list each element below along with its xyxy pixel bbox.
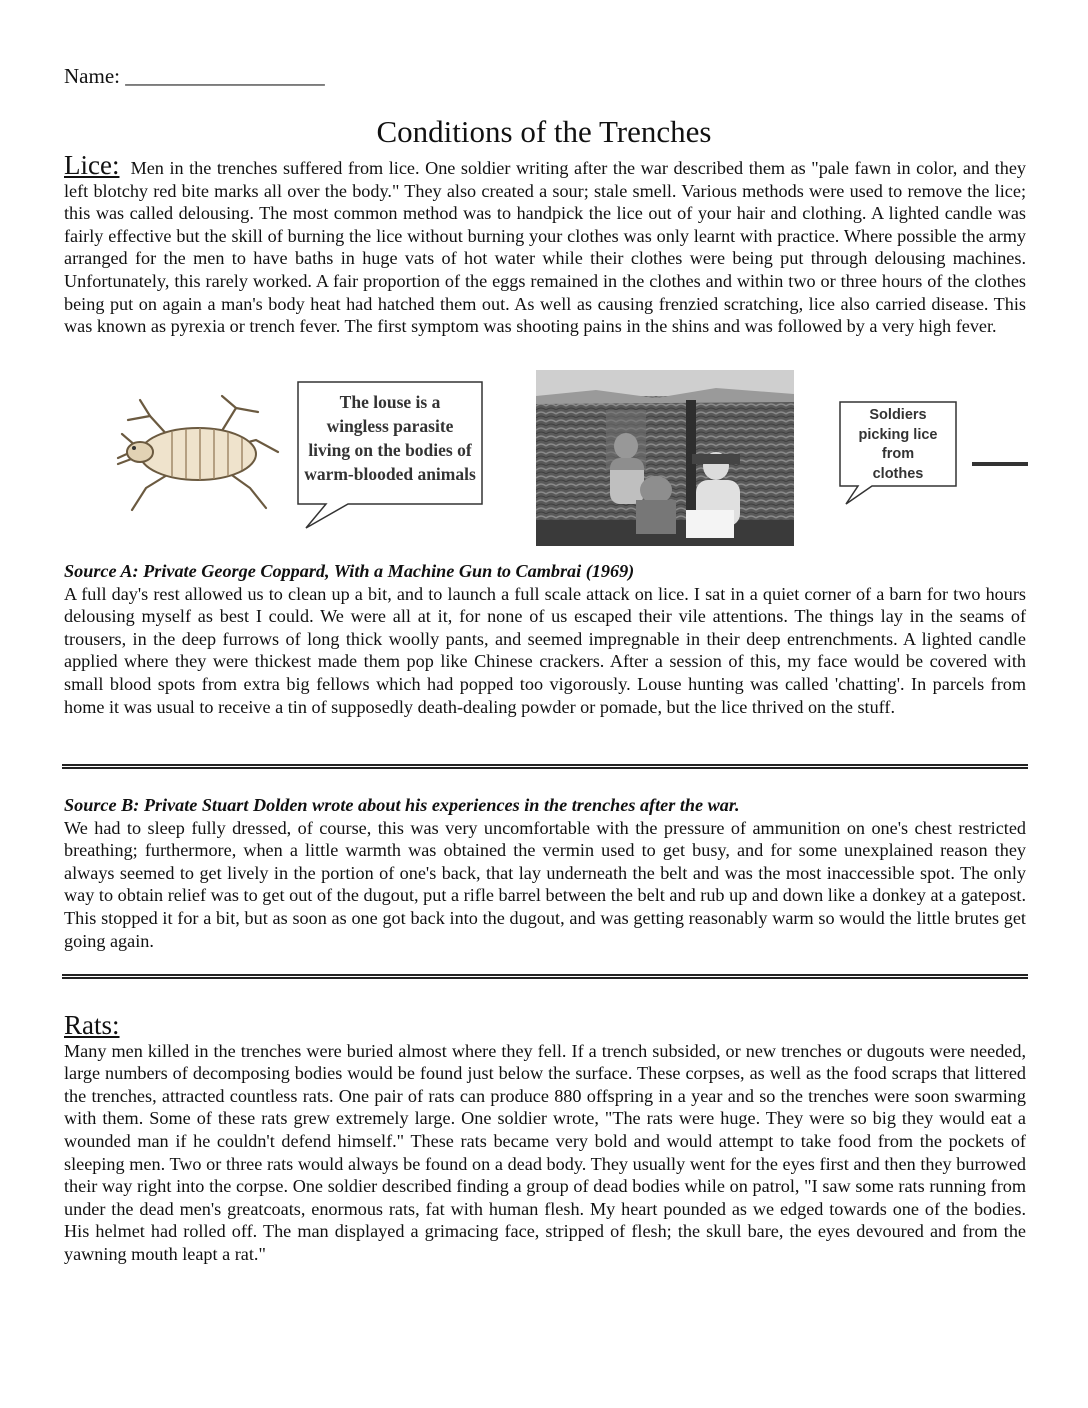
source-b-section [64, 794, 1026, 952]
louse-illustration-icon [110, 386, 288, 522]
lice-paragraph: Men in the trenches suffered from lice. One soldier writing after the war described them as "pale fawn in color, and they left blotchy red bite marks all over the body." They also created a sour; stale smell. Various methods were used to remove the lice; this was called delousing. The most common method was to handpick the lice out of your hair and clothing. A lighted candle was fairly effective but the skill of burning the lice without burning your clothes was only learnt with practice. Where possible the army arranged for the men to have baths in huge vats of hot water while their clothes were being put through delousing machines. Unfortunately, this rarely worked. A fair proportion of the eggs remained in the clothes and within two or three hours of the clothes being put on again a man's body heat had hatched them out. As well as causing frenzied scratching, lice also carried disease. This was known as pyrexia or trench fever. The first symptom was shooting pains in the shins and was followed by a very high fever. [64, 158, 1026, 337]
source-a-text: A full day's rest allowed us to clean up a bit, and to launch a full scale attack on lice. I sat in a quiet corner of a barn for two hours delousing myself as best I could. We were all at it, for none of us escaped their vile attentions. The things lay in the seams of trousers, in the deep furrows of long thick woolly pants, and seemed impregnable in their deep entrenchments. A lighted candle applied where they were thickest made them pop like Chinese crackers. After a session of this, my face would be covered with small blood spots from extra big fellows which had popped too vigorously. Louse hunting was called 'chatting'. In parcels from home it was usual to receive a tin of supposedly death-dealing powder or pomade, but the lice thrived on the stuff. [64, 583, 1026, 717]
section-divider [62, 764, 1028, 769]
bubble2-line: picking lice [858, 426, 938, 443]
name-field-label: Name: ___________________ [64, 64, 325, 88]
louse-definition-bubble [296, 380, 486, 532]
lice-section [64, 152, 1026, 338]
source-b-label: Source B: Private Stuart Dolden wrote about his experiences in the trenches after the war. [64, 795, 740, 815]
lice-heading: Lice: [64, 150, 120, 180]
double-dash [972, 462, 1028, 466]
rats-paragraph: Many men killed in the trenches were buried almost where they fell. If a trench subsided, or new trenches or dugouts were needed, large numbers of decomposing bodies would be found just below the surface. These corpses, as well as the food scraps that littered the trenches, attracted countless rats. One pair of rats can produce 880 offspring in a year and so the trenches were soon swarming with them. Some of these rats grew extremely large. One soldier wrote, "The rats were huge. They were so big they would eat a wounded man if he couldn't defend himself." These rats became very bold and would attempt to take food from the pockets of sleeping men. Two or three rats would always be found on a dead body. They usually went for the eyes first and then they burrowed their way right into the corpse. One soldier described finding a group of dead bodies while on patrol, "I saw some rats running from under the dead men's greatcoats, enormous rats, fat with human flesh. My heart pounded as we edged towards one of the bodies. His helmet had rolled off. The man displayed a grimacing face, stripped of flesh; the skull bare, the eyes devoured and from the yawning mouth leapt a rat." [64, 1040, 1026, 1264]
bubble1-line: The louse is a [339, 392, 441, 412]
section-divider [62, 974, 1028, 979]
picking-lice-bubble [838, 400, 960, 508]
bubble1-line: living on the bodies of [308, 440, 472, 460]
page-title: Conditions of the Trenches [376, 114, 712, 149]
source-a-label: Source A: Private George Coppard, With a Machine Gun to Cambrai (1969) [64, 561, 635, 581]
soldiers-in-trench-photo [536, 370, 794, 546]
bubble1-line: warm-blooded animals [304, 464, 476, 484]
bubble2-line: clothes [872, 465, 924, 482]
bubble2-line: Soldiers [869, 407, 927, 423]
rats-section [64, 1012, 1026, 1266]
bubble1-line: wingless parasite [326, 416, 454, 436]
louse-definition-text [302, 390, 478, 486]
rats-heading: Rats: [64, 1010, 120, 1040]
picking-lice-text [842, 406, 954, 484]
bubble2-line: from [881, 446, 915, 462]
figure-row [0, 368, 1088, 548]
source-a-section [64, 560, 1026, 718]
source-b-text: We had to sleep fully dressed, of course, this was very uncomfortable with the pressure of ammunition on one's chest restricted breathing; furthermore, when a little warmth was obtained the vermin used to get busy, and for some unexplained reason they always seemed to get lively in the portion of one's back, that lay underneath the belt and was the most inaccessible spot. The only way to obtain relief was to get out of the dugout, put a rifle barrel between the belt and rub up and down like a donkey at a gatepost. This stopped it for a bit, but as soon as one got back into the dugout, and was getting reasonably warm so would the little brutes get going again. [64, 817, 1026, 951]
